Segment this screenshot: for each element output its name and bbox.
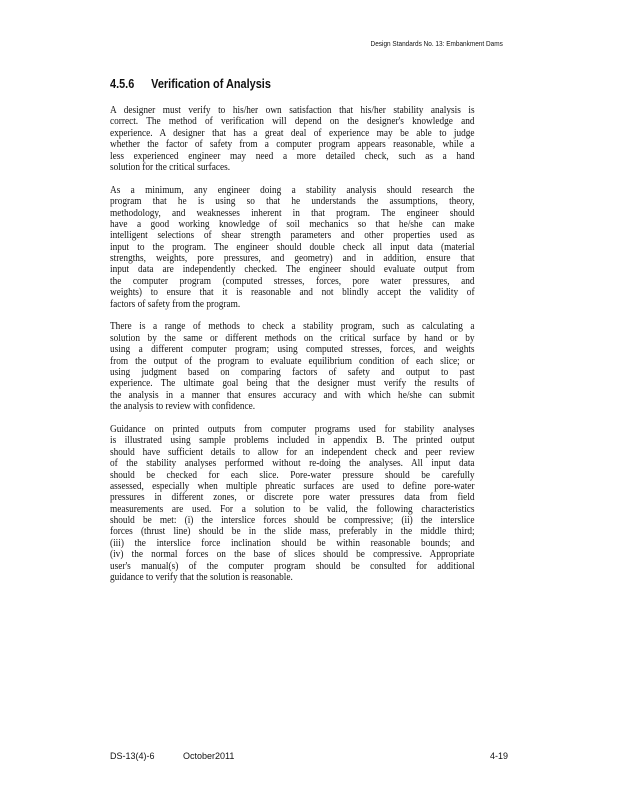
paragraph-4 [110, 424, 502, 583]
text-line: forces (thrust line) should be in the slide mass, preferably in the middle third; [110, 526, 475, 538]
text-line: A designer must verify to his/her own satisfaction that his/her stability analysis is [110, 105, 475, 116]
text-line: the computer program (computed stresses, forces, pore water pressures, and [110, 275, 475, 287]
text-line: measurements are used. For a solution to be valid, the following characteristics [110, 503, 475, 515]
text-line: using judgment based on comparing factors of safety and output to past [110, 366, 475, 378]
text-line: have a good working knowledge of soil mechanics so that he/she can make [110, 218, 475, 230]
text-line: intelligent selections of shear strength parameters and other properties used as [110, 230, 475, 242]
text-line: Guidance on printed outputs from computer programs used for stability analyses [110, 423, 475, 435]
text-line: input data are independently checked. The engineer should evaluate output from [110, 264, 475, 276]
paragraph-2 [110, 185, 502, 310]
text-line: program that he is using so that he understands the assumptions, theory, [110, 196, 475, 208]
text-line: methodology, and weaknesses inherent in that program. The engineer should [110, 207, 475, 219]
text-line: less experienced engineer may need a more detailed check, such as a hand [110, 150, 475, 162]
text-line: from the output of the program to evaluate equilibrium condition of each slice; or [110, 355, 475, 367]
paragraph-3 [110, 321, 502, 412]
body-text [110, 105, 502, 595]
text-line: solution by the same or different methods on the critical surface by hand or by [110, 332, 475, 344]
text-line: using a different computer program; using computed stresses, forces, and weights [110, 344, 475, 356]
text-line: should be checked for each slice. Pore-water pressure should be carefully [110, 469, 475, 481]
text-line: assessed, especially when multiple phreatic surfaces are used to define pore-water [110, 480, 475, 492]
section-number: 4.5.6 [110, 76, 135, 91]
text-line: solution for the critical surfaces. [110, 161, 231, 173]
text-line: input to the program. The engineer should double check all input data (material [110, 241, 475, 253]
text-line: weights) to ensure that it is reasonable and not blindly accept the validity of [110, 287, 475, 299]
text-line: experience. The ultimate goal being that the designer must verify the results of [110, 378, 475, 390]
text-line: is illustrated using sample problems included in appendix B. The printed output [110, 435, 475, 447]
text-line: experience. A designer that has a great deal of experience may be able to judge [110, 127, 475, 139]
text-line: user's manual(s) of the computer program should be consulted for additional [110, 560, 475, 572]
text-line: strengths, weights, pore pressures, and geometry) and in addition, ensure that [110, 253, 475, 265]
footer-page-number: 4-19 [489, 751, 508, 761]
text-line: (iii) the interslice force inclination should be within reasonable bounds; and [110, 537, 475, 549]
text-line: of the stability analyses performed without re-doing the analyses. All input data [110, 458, 475, 470]
section-title: Verification of Analysis [151, 76, 271, 91]
section-heading [110, 76, 271, 91]
text-line: pressures in different zones, or discrete pore water pressures data from field [110, 492, 475, 504]
text-line: (iv) the normal forces on the base of slices should be compressive. Appropriate [110, 549, 475, 561]
text-line: whether the factor of safety from a computer program appears reasonable, while a [110, 139, 475, 151]
text-line: should be met: (i) the interslice forces should be compressive; (ii) the interslice [110, 515, 475, 527]
footer-date: October2011 [183, 751, 235, 761]
paragraph-1 [110, 105, 502, 173]
text-line: should have sufficient details to allow for an independent check and peer review [110, 446, 475, 458]
text-line: correct. The method of verification will depend on the designer's knowledge and [110, 116, 475, 128]
footer-doc-id: DS-13(4)-6 [110, 751, 155, 761]
text-line: There is a range of methods to check a stability program, such as calculating a [110, 321, 475, 333]
running-header: Design Standards No. 13: Embankment Dams [370, 39, 503, 48]
text-line: the analysis in a manner that ensures accuracy and with which he/she can submit [110, 389, 475, 401]
text-line: factors of safety from the program. [110, 298, 241, 310]
text-line: As a minimum, any engineer doing a stability analysis should research the [110, 184, 475, 196]
text-line: guidance to verify that the solution is reasonable. [110, 572, 293, 584]
text-line: the analysis to review with confidence. [110, 401, 256, 413]
